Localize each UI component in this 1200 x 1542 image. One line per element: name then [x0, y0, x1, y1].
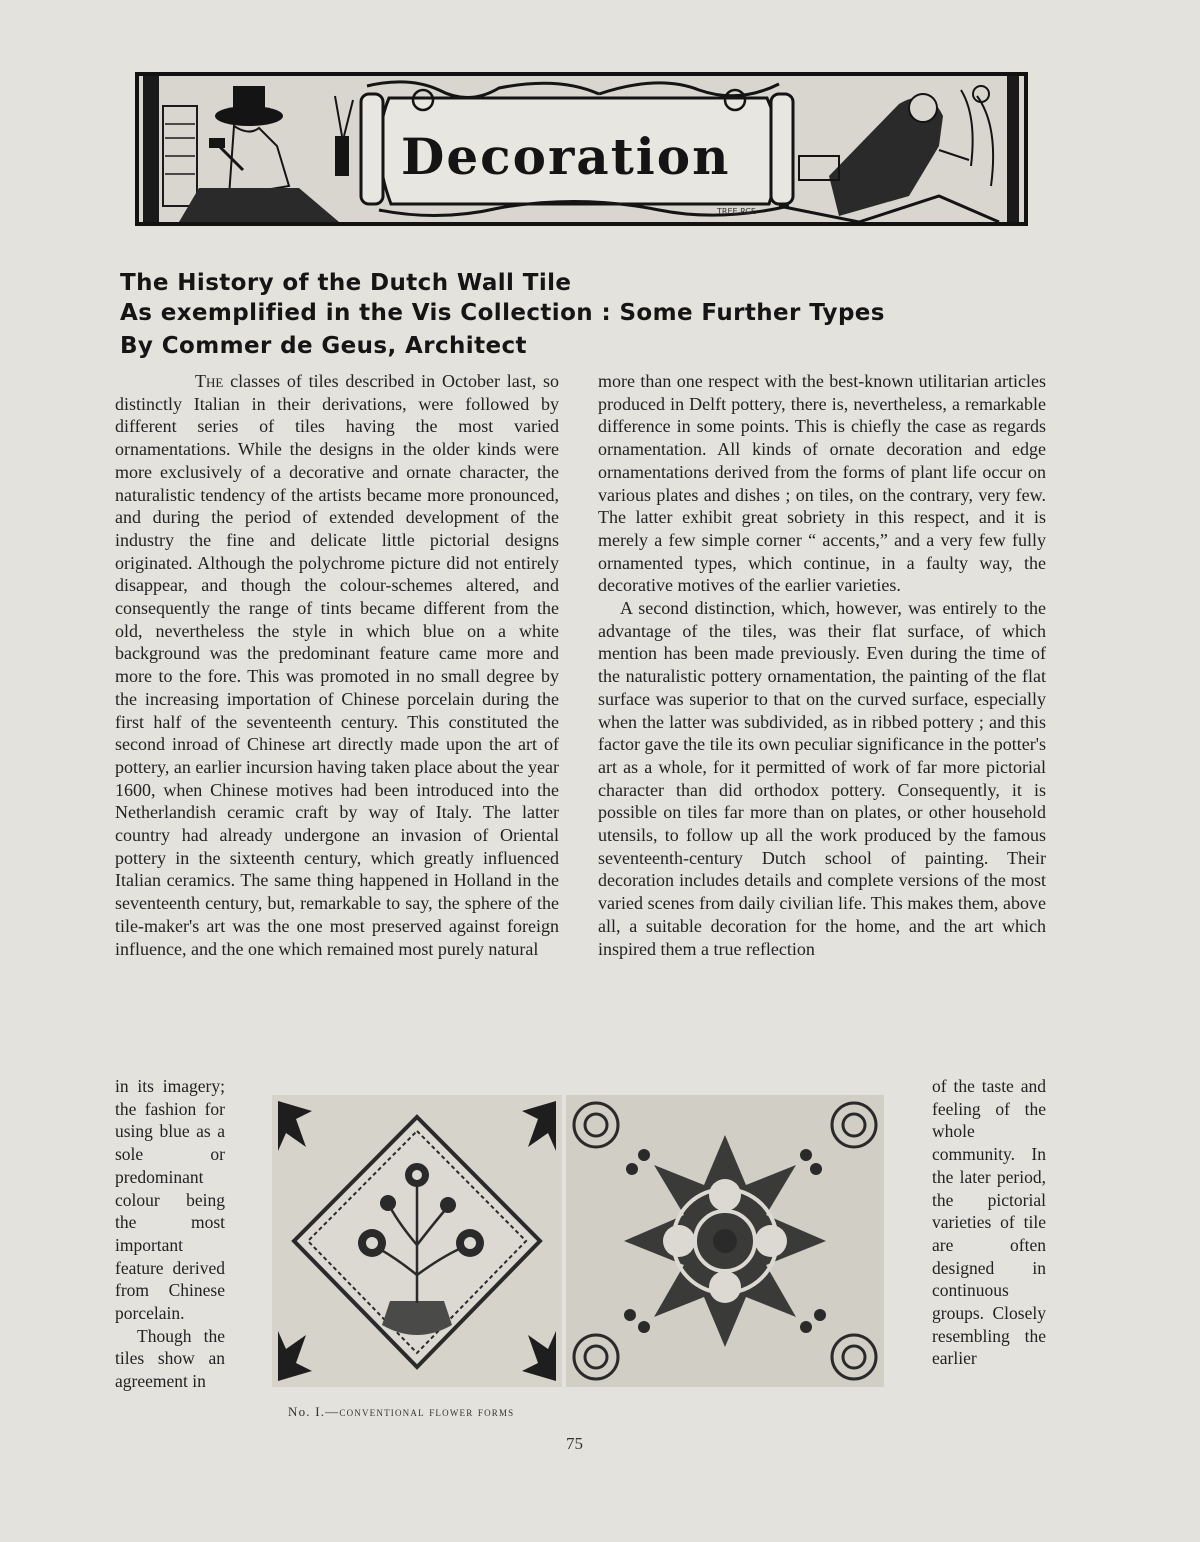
caption-text: conventional flower forms	[339, 1404, 515, 1419]
drop-word: The	[195, 371, 224, 391]
title-line-3: By Commer de Geus, Architect	[120, 333, 527, 359]
tile-photo-left	[272, 1095, 562, 1387]
column-1-narrow-p2: Though the tiles show an agreement in	[115, 1325, 225, 1392]
title-line-1: The History of the Dutch Wall Tile	[120, 270, 572, 296]
tile-photo-right	[566, 1095, 884, 1387]
column-2-p2: A second distinction, which, however, was entirely to the advantage of the tiles, was their flat surface, of which mention has been made previously. Even during the time of the naturalistic pottery ornamentation, the painting of the flat surface was superior to that on the curved surface, especially when the latter was subdivided, as in ribbed pottery ; and this factor gave the tile its own peculiar significance in the potter's art as a whole, for it permitted of work of far more pictorial character than did orthodox pottery. Consequently, it is possible on tiles far more than on plates, or other household utensils, to follow up all the work produced by the famous seventeenth-century Dutch school of painting. Their decoration includes details and complete versions of the most varied scenes from daily civilian life. This makes them, above all, a suitable decoration for the home, and the art which inspired them a true reflection	[598, 598, 1046, 959]
column-1-narrow-p1: in its imagery; the fashion for using blue as a sole or predominant colour being the most important feature derived from Chinese porcelain.	[115, 1076, 225, 1324]
banner-illustration	[139, 76, 1024, 222]
column-1-text	[115, 370, 559, 960]
diamond-flower-tile	[272, 1095, 562, 1387]
rosette-tile	[566, 1095, 884, 1387]
column-2-p1: more than one respect with the best-known utilitarian articles produced in Delft pottery, there is, nevertheless, a remarkable difference in some points. This is chiefly the case as regards ornamentation. All kinds of ornate decoration and edge ornamentations derived from the forms of plant life occur on various plates and dishes ; on tiles, on the contrary, very few. The latter exhibit great sobriety in this respect, and it is merely a few simple corner “ accents,” and a very few fully ornamented types, which continue, in a faulty way, the decorative motives of the earlier varieties.	[598, 371, 1046, 596]
caption-prefix: No. I.—	[288, 1404, 340, 1419]
decoration-header-banner	[135, 72, 1028, 226]
column-2-text	[598, 370, 1046, 960]
figure-caption	[288, 1404, 514, 1420]
column-1-body: classes of tiles described in October last, so distinctly Italian in their derivations, were followed by different series of tiles having the most varied ornamentations. While the designs in the older kinds were more exclusively of a decorative and ornate character, the naturalistic tendency of the artists became more pronounced, and during the period of extended development of the industry the fine and delicate little pictorial designs originated. Although the polychrome picture did not entirely disappear, and though the colour-schemes altered, and consequently the range of tints became different from the old, nevertheless the style in which blue on a white background was the predominant feature came more and more to the fore. This was promoted in no small degree by the increasing importation of Chinese porcelain during the first half of the seventeenth century. This constituted the second inroad of Chinese art directly made upon the art of pottery, an earlier incursion having taken place about the year 1600, when Chinese motives had been introduced into the Netherlandish ceramic craft by way of Italy. The latter country had already undergone an invasion of Oriental pottery in the sixteenth century, which greatly influenced Italian ceramics. The same thing happened in Holland in the seventeenth century, but, remarkable to say, the sphere of the tile-maker's art was the one most preserved against foreign influence, and the one which remained most purely natural	[115, 371, 559, 959]
banner-title-text: Decoration	[401, 127, 731, 186]
column-2-narrow-text: of the taste and feeling of the whole community. In the later period, the pictorial varieties of tile are often designed in continuous groups. Closely resembling the earlier	[932, 1076, 1046, 1369]
column-2-narrow	[932, 1075, 1046, 1370]
title-line-2: As exemplified in the Vis Collection : Some Further Types	[120, 300, 885, 326]
page-number: 75	[566, 1434, 583, 1453]
column-1-narrow	[115, 1075, 225, 1393]
artist-mark: TREE RCE	[717, 207, 756, 216]
